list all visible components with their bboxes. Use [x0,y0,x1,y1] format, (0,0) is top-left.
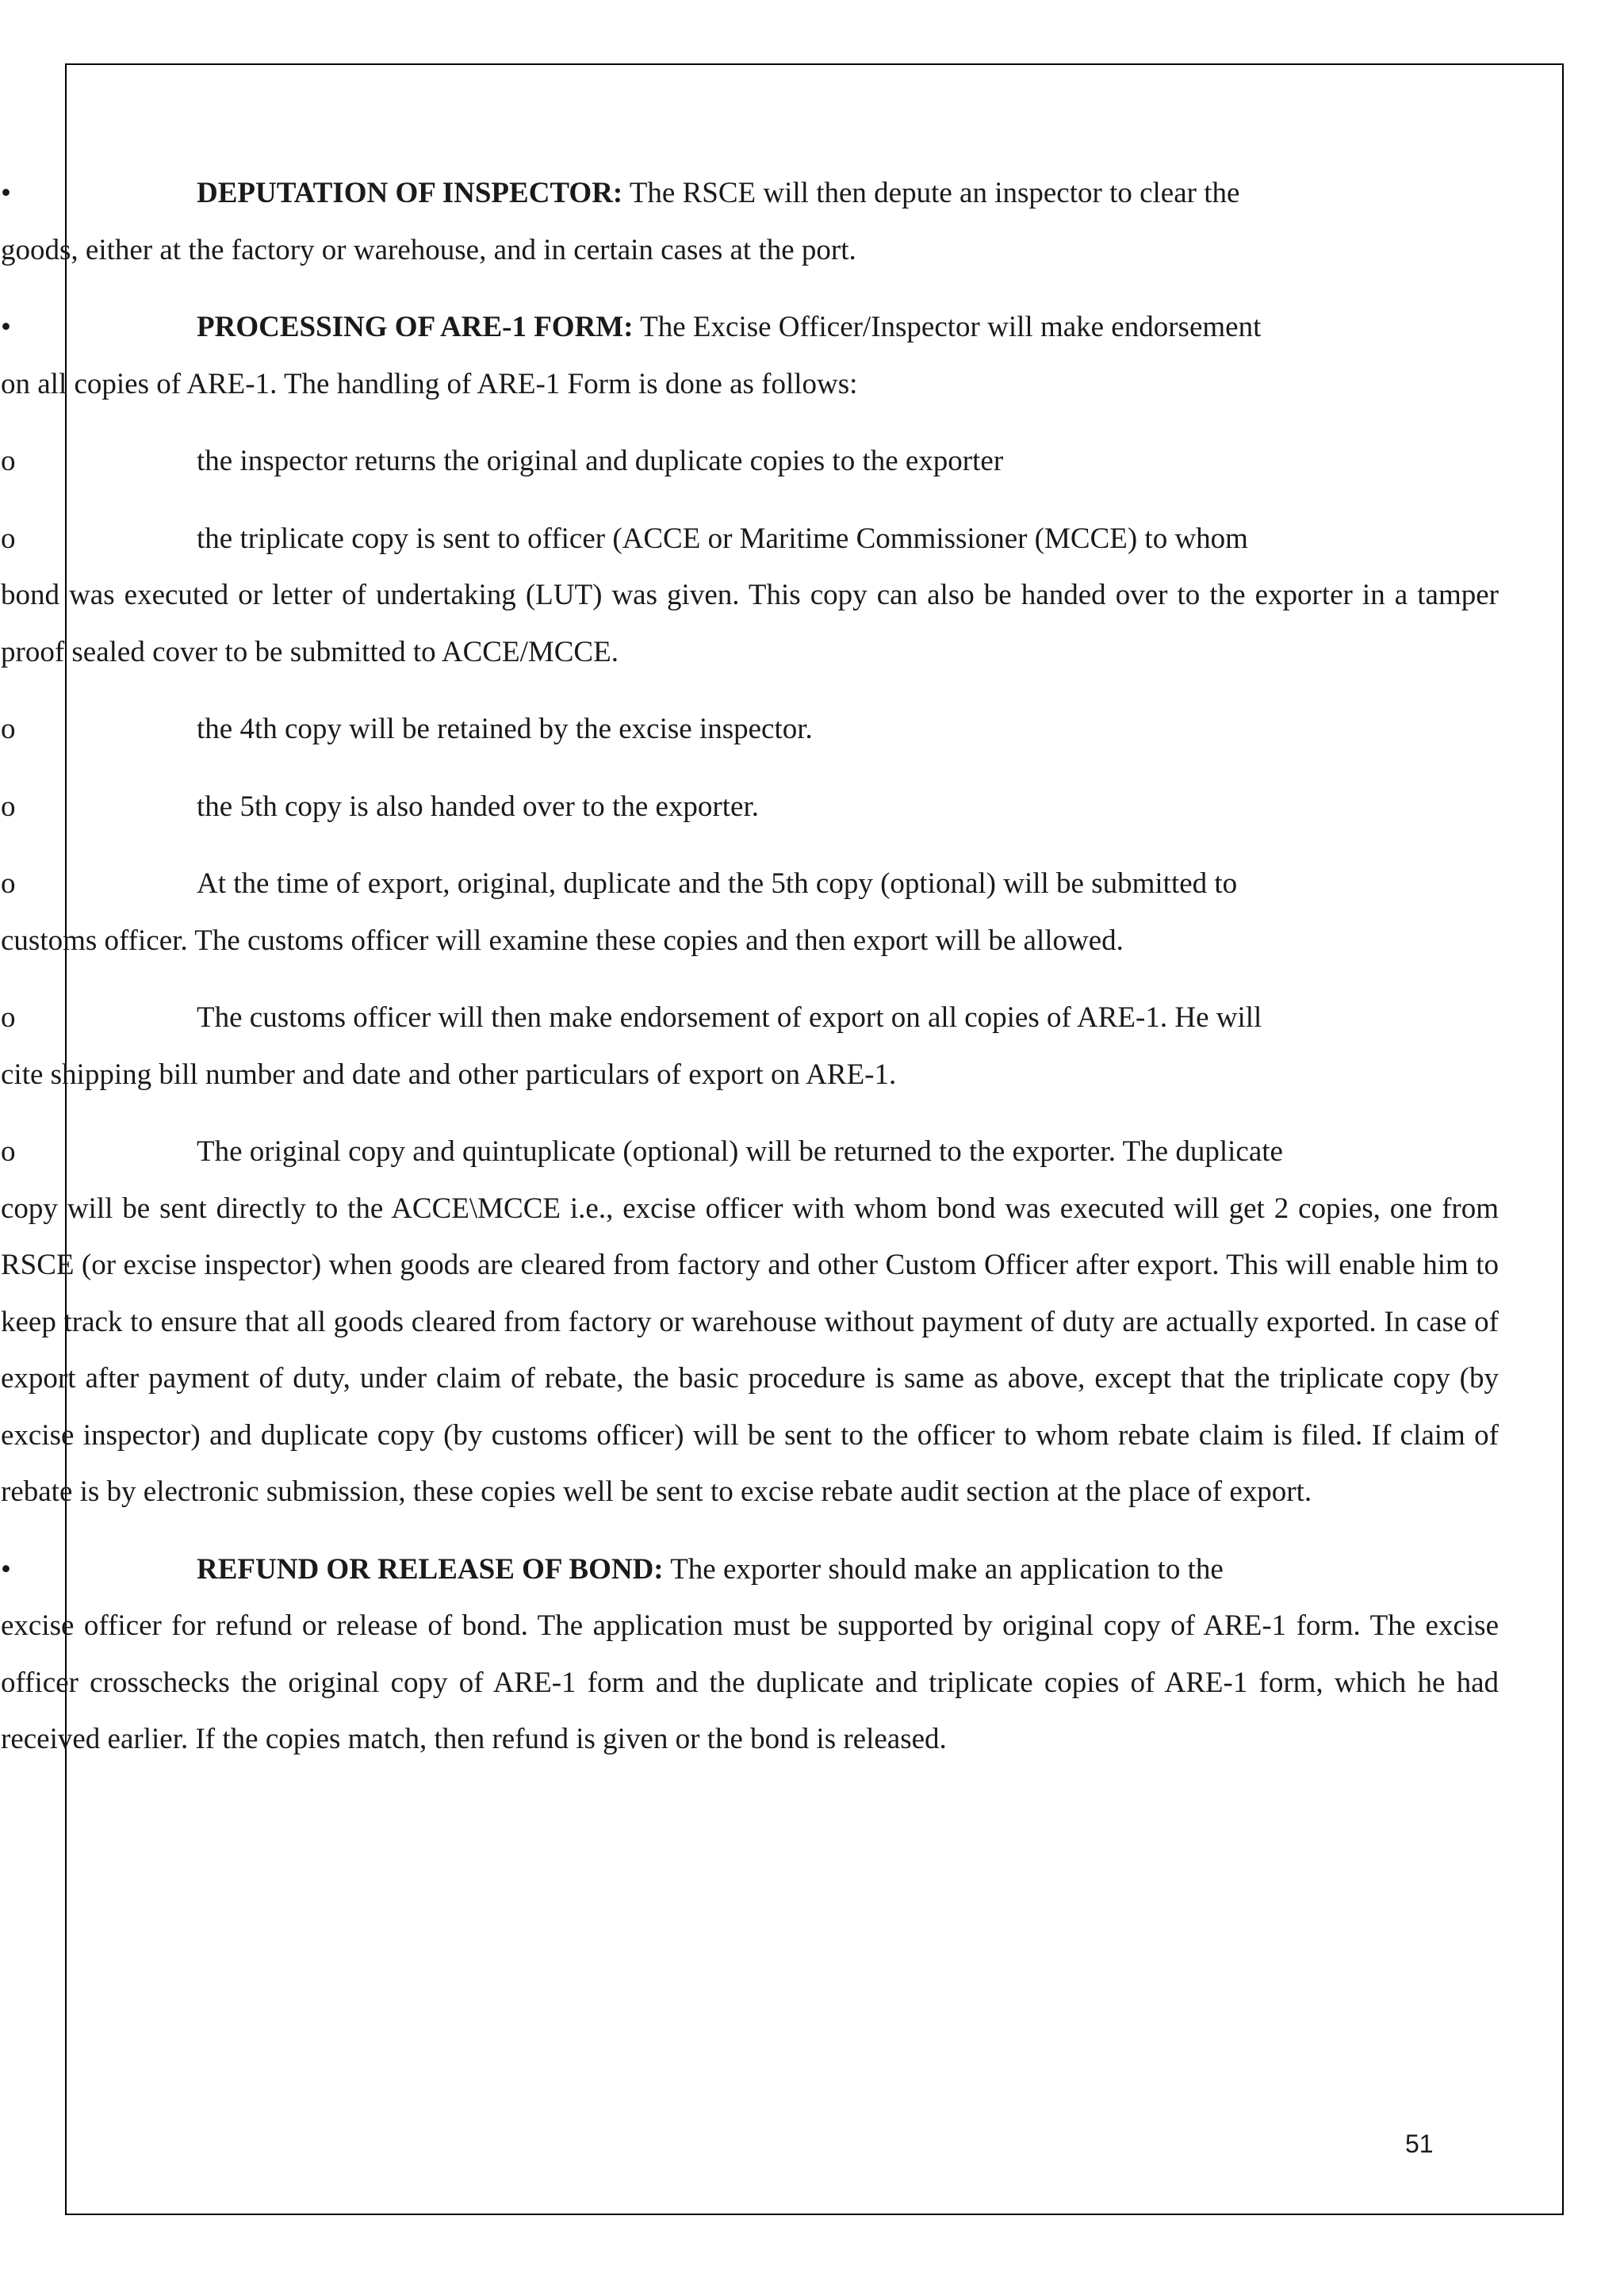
paragraph-heading: DEPUTATION OF INSPECTOR: [197,177,623,209]
bullet-marker: • [1,177,11,209]
paragraph-continuation: goods, either at the factory or warehouse, and in certain cases at the port. [1,233,856,266]
list-item-continuation: copy will be sent directly to the ACCE\MCCE i.e., excise officer with whom bond was executed will get 2 copies, one from RSCE (or excise inspector) when goods are cleared from factory and other Custom Officer after export. This will enable him to keep track to ensure that all goods cleared from factory or warehouse without payment of duty are actually exported. In case of export after payment of duty, under claim of rebate, the basic procedure is same as above, except that the triplicate copy (by excise inspector) and duplicate copy (by customs officer) will be sent to the officer to whom rebate claim is filed. If claim of rebate is by electronic submission, these copies well be sent to excise rebate audit section at the place of export. [1,1192,1499,1508]
bullet-marker: • [1,1552,11,1586]
list-item-text: the inspector returns the original and duplicate copies to the exporter [197,445,1004,477]
paragraph-text: The RSCE will then depute an inspector to clear the [622,177,1240,209]
list-item-continuation: cite shipping bill number and date and other particulars of export on ARE-1. [1,1058,897,1091]
list-item-text: the 4th copy will be retained by the excise inspector. [197,713,813,745]
list-item-text: The original copy and quintuplicate (optional) will be returned to the exporter. The duplicate [197,1135,1283,1168]
page-body [1,165,1499,1789]
list-item-original-quintuplicate [1,1123,1499,1521]
list-item-text: the 5th copy is also handed over to the exporter. [197,790,759,823]
list-marker: o [1,1135,16,1168]
paragraph-refund-or-release-of-bond [1,1541,1499,1768]
bullet-marker: • [1,311,11,343]
paragraph-heading: PROCESSING OF ARE-1 FORM: [197,311,634,343]
paragraph-text: The exporter should make an application to the [663,1552,1224,1586]
list-item-continuation: bond was executed or letter of undertaking (LUT) was given. This copy can also be handed over to the exporter in a tamper proof sealed cover to be submitted to ACCE/MCCE. [1,579,1499,668]
paragraph-continuation: on all copies of ARE-1. The handling of ARE-1 Form is done as follows: [1,367,858,400]
list-item-continuation: customs officer. The customs officer will examine these copies and then export will be allowed. [1,924,1124,957]
list-marker: o [1,867,16,900]
paragraph-continuation: excise officer for refund or release of bond. The application must be supported by original copy of ARE-1 form. The excise officer crosschecks the original copy of ARE-1 form and the duplicate and triplicate copies of ARE-1 form, which he had received earlier. If the copies match, then refund is given or the bond is released. [1,1609,1499,1755]
list-marker: o [1,445,16,477]
paragraph-deputation-of-inspector [1,165,1499,278]
paragraph-processing-of-are1-form [1,299,1499,412]
list-marker: o [1,790,16,823]
list-item-text: the triplicate copy is sent to officer (ACCE or Maritime Commissioner (MCCE) to whom [197,522,1248,555]
list-item-customs-endorsement [1,989,1499,1103]
list-item-original-duplicate [1,433,1499,490]
list-item-time-of-export [1,855,1499,969]
list-item-text: The customs officer will then make endorsement of export on all copies of ARE-1. He will [197,1001,1262,1034]
list-item-5th-copy [1,779,1499,836]
paragraph-heading: REFUND OR RELEASE OF BOND: [197,1552,664,1586]
paragraph-text: The Excise Officer/Inspector will make endorsement [633,311,1262,343]
page-number: 51 [1405,2130,1434,2158]
list-item-4th-copy [1,701,1499,758]
list-marker: o [1,713,16,745]
list-item-triplicate [1,511,1499,681]
list-marker: o [1,522,16,555]
list-item-text: At the time of export, original, duplicate and the 5th copy (optional) will be submitted to [197,867,1238,900]
list-marker: o [1,1001,16,1034]
